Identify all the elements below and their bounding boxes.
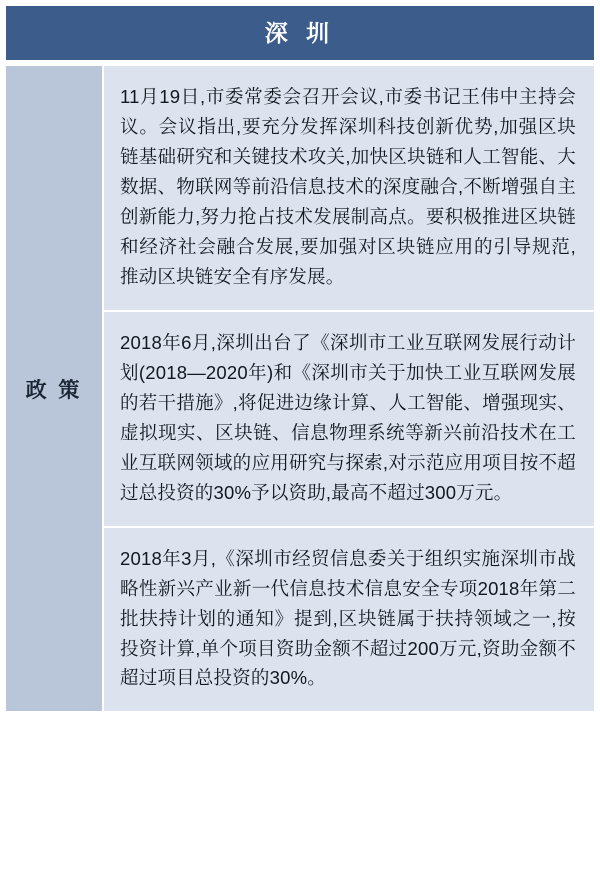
page-title: 深 圳 (6, 6, 594, 60)
table-title-row (6, 6, 594, 60)
policy-paragraph-1 (103, 66, 594, 311)
row-label-policy: 政 策 (6, 66, 103, 711)
paragraph-text: 11月19日,市委常委会召开会议,市委书记王伟中主持会议。会议指出,要充分发挥深圳科技创新优势,加强区块链基础研究和关键技术攻关,加快区块链和人工智能、大数据、物联网等前沿信息技术的深度融合,不断增强自主创新能力,努力抢占技术发展制高点。要积极推进区块链和经济社会融合发展,要加强对区块链应用的引导规范,推动区块链安全有序发展。 (120, 86, 576, 287)
policy-table (6, 6, 594, 711)
paragraph-text: 2018年3月,《深圳市经贸信息委关于组织实施深圳市战略性新兴产业新一代信息技术信息安全专项2018年第二批扶持计划的通知》提到,区块链属于扶持领域之一,按投资计算,单个项目资助金额不超过200万元,资助金额不超过项目总投资的30%。 (120, 547, 576, 689)
table-row (6, 66, 594, 311)
policy-paragraph-2 (103, 311, 594, 527)
policy-paragraph-3 (103, 527, 594, 712)
paragraph-text: 2018年6月,深圳出台了《深圳市工业互联网发展行动计划(2018—2020年)和《深圳市关于加快工业互联网发展的若干措施》,将促进边缘计算、人工智能、增强现实、虚拟现实、区块链、信息物理系统等新兴前沿技术在工业互联网领域的应用研究与探索,对示范应用项目按不超过总投资的30%予以资助,最高不超过300万元。 (120, 331, 576, 503)
